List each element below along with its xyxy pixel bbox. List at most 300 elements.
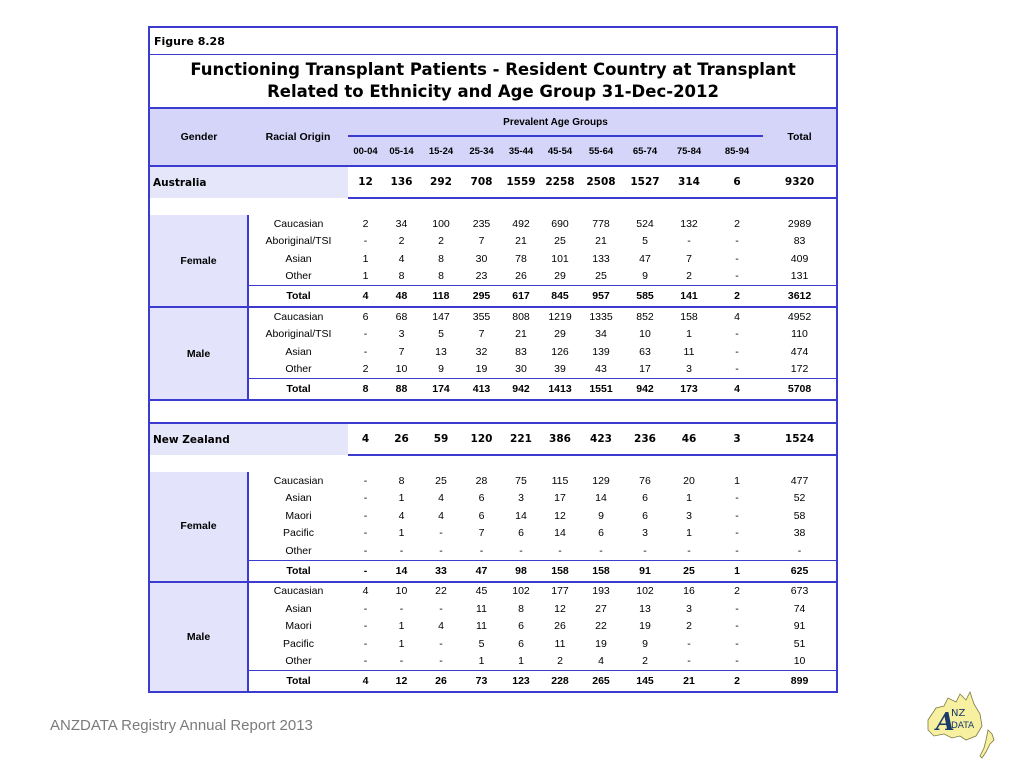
data-value: - <box>735 655 739 668</box>
data-value: 10 <box>383 582 420 601</box>
total-value: 141 <box>667 286 711 308</box>
data-value: 23 <box>475 270 488 283</box>
racial-origin: Other <box>285 363 312 376</box>
row-total: - <box>763 542 837 560</box>
racial-origin: Caucasian <box>273 217 324 230</box>
total-value: 4 <box>348 286 383 308</box>
data-value: 9 <box>438 363 444 376</box>
data-value: 808 <box>501 307 541 326</box>
logo-text-data: DATA <box>951 721 975 731</box>
racial-origin: Maori <box>285 620 312 633</box>
header-age-group: 45-54 <box>541 136 579 166</box>
total-value: 2 <box>711 286 763 308</box>
data-value: 9 <box>642 270 648 283</box>
table-row <box>149 268 837 286</box>
data-value: 28 <box>475 474 488 487</box>
row-total: 38 <box>763 525 837 543</box>
data-value: - <box>735 252 739 265</box>
data-value: 6 <box>478 492 485 505</box>
data-value: 3 <box>686 363 692 376</box>
data-value: 5 <box>478 637 485 650</box>
row-total: 110 <box>763 326 837 344</box>
data-value: 27 <box>595 602 607 615</box>
row-total: 172 <box>763 361 837 379</box>
country-value: 236 <box>623 423 667 455</box>
data-value: 30 <box>475 252 488 265</box>
data-value: 1 <box>734 474 740 487</box>
total-row <box>149 671 837 693</box>
data-value: 6 <box>642 492 648 505</box>
header-total: Total <box>763 108 837 166</box>
data-value: - <box>363 474 368 487</box>
data-value: 3 <box>686 602 692 615</box>
data-value: - <box>735 620 739 633</box>
gender-label: Female <box>149 215 248 307</box>
data-value: - <box>399 544 404 557</box>
table-row <box>149 307 837 326</box>
row-total: 409 <box>763 250 837 268</box>
total-value: 1551 <box>579 379 623 401</box>
data-value: 78 <box>515 252 527 265</box>
header-age-group: 55-64 <box>579 136 623 166</box>
total-value: 957 <box>579 286 623 308</box>
data-value: 22 <box>420 582 462 601</box>
gender-label: Female <box>149 472 248 582</box>
table-row <box>149 582 837 601</box>
data-value: - <box>363 637 368 650</box>
data-value: 11 <box>476 620 487 633</box>
figure-table-container <box>148 26 836 693</box>
total-value: 14 <box>383 560 420 582</box>
data-value: 6 <box>478 509 485 522</box>
data-value: 2 <box>686 620 692 633</box>
country-row <box>149 423 837 455</box>
racial-origin: Other <box>285 544 312 557</box>
data-value: 4 <box>711 307 763 326</box>
data-value: 21 <box>515 235 527 248</box>
total-value: 617 <box>501 286 541 308</box>
data-value: 13 <box>639 602 651 615</box>
table-row <box>149 507 837 525</box>
table-row <box>149 635 837 653</box>
data-value: 4 <box>438 620 444 633</box>
total-value: 33 <box>420 560 462 582</box>
data-value: 1 <box>686 328 692 341</box>
data-value: 19 <box>595 637 607 650</box>
data-value: 34 <box>395 217 408 230</box>
data-value: - <box>599 544 603 557</box>
row-total: 2989 <box>763 215 837 233</box>
country-value: 12 <box>348 166 383 198</box>
data-value: 6 <box>518 620 524 633</box>
country-value: 59 <box>420 423 462 455</box>
data-value: 8 <box>438 270 444 283</box>
data-value: 1 <box>686 492 692 505</box>
total-value: 21 <box>667 671 711 693</box>
spacer-row <box>149 400 837 423</box>
data-value: 2 <box>438 235 444 248</box>
total-value: 48 <box>383 286 420 308</box>
figure-label: Figure 8.28 <box>149 27 837 55</box>
data-value: 12 <box>554 602 566 615</box>
racial-origin: Asian <box>285 492 312 505</box>
data-value: 3 <box>642 527 648 540</box>
data-value: 355 <box>462 307 501 326</box>
data-value: 8 <box>398 270 405 283</box>
total-value: 845 <box>541 286 579 308</box>
data-value: 17 <box>639 363 651 376</box>
data-value: 4 <box>438 509 444 522</box>
row-total: 10 <box>763 653 837 671</box>
data-value: 29 <box>554 270 566 283</box>
country-value: 386 <box>541 423 579 455</box>
data-value: 43 <box>595 363 607 376</box>
header-age-group: 05-14 <box>383 136 420 166</box>
data-value: 45 <box>462 582 501 601</box>
data-value: 101 <box>551 252 569 265</box>
data-value: 4 <box>598 655 604 668</box>
total-value: 174 <box>420 379 462 401</box>
total-value: - <box>348 560 383 582</box>
data-value: - <box>687 235 691 248</box>
total-value: 123 <box>501 671 541 693</box>
total-value: 4 <box>348 671 383 693</box>
data-value: 235 <box>472 217 491 230</box>
gender-label: Male <box>149 582 248 693</box>
header-age-group: 25-34 <box>462 136 501 166</box>
data-value: - <box>687 544 691 557</box>
data-value: 75 <box>515 474 527 487</box>
country-value: 3 <box>711 423 763 455</box>
data-value: - <box>479 544 484 557</box>
data-value: - <box>399 655 404 668</box>
total-row <box>149 560 837 582</box>
row-total: 51 <box>763 635 837 653</box>
data-value: - <box>363 509 368 522</box>
data-value: 12 <box>554 509 566 522</box>
data-value: 83 <box>515 345 527 358</box>
total-value: 88 <box>383 379 420 401</box>
racial-origin: Asian <box>285 345 312 358</box>
data-value: 177 <box>541 582 579 601</box>
data-value: 100 <box>432 217 450 230</box>
data-value: - <box>439 602 443 615</box>
data-value: - <box>687 637 691 650</box>
racial-origin: Aboriginal/TSI <box>265 235 332 248</box>
total-value: 91 <box>623 560 667 582</box>
data-value: 39 <box>554 363 566 376</box>
data-value: 17 <box>554 492 566 505</box>
racial-origin: Other <box>285 270 312 283</box>
total-label: Total <box>248 379 348 401</box>
data-value: - <box>643 544 647 557</box>
total-row <box>149 286 837 308</box>
data-value: 129 <box>592 474 610 487</box>
data-value: 6 <box>598 527 604 540</box>
racial-origin: Asian <box>285 602 312 615</box>
data-value: 25 <box>554 235 566 248</box>
row-total: 83 <box>763 233 837 251</box>
data-value: - <box>735 637 739 650</box>
table-row <box>149 653 837 671</box>
racial-origin: Caucasian <box>273 474 324 487</box>
total-value: 145 <box>623 671 667 693</box>
total-value: 228 <box>541 671 579 693</box>
spacer-cell <box>149 455 837 472</box>
country-value: 6 <box>711 166 763 198</box>
country-row <box>149 166 837 198</box>
total-value: 26 <box>420 671 462 693</box>
data-value: 19 <box>475 363 488 376</box>
table-row <box>149 215 837 233</box>
row-total: 91 <box>763 618 837 636</box>
data-value: - <box>735 527 739 540</box>
racial-origin: Asian <box>285 252 312 265</box>
data-value: 158 <box>667 307 711 326</box>
data-value: 22 <box>595 620 607 633</box>
data-value: 8 <box>398 474 405 487</box>
new-zealand-shape <box>980 730 994 758</box>
data-value: 9 <box>642 637 648 650</box>
data-value: 7 <box>478 235 485 248</box>
row-total: 58 <box>763 507 837 525</box>
row-total: 131 <box>763 268 837 286</box>
data-value: 29 <box>554 328 566 341</box>
data-value: 690 <box>551 217 569 230</box>
total-grand: 625 <box>763 560 837 582</box>
data-value: 1 <box>398 492 405 505</box>
country-value: 221 <box>501 423 541 455</box>
table-row <box>149 600 837 618</box>
anzdata-logo-icon <box>922 690 1002 762</box>
total-value: 1 <box>711 560 763 582</box>
data-value: 193 <box>579 582 623 601</box>
total-value: 158 <box>579 560 623 582</box>
data-value: 1 <box>398 527 405 540</box>
table-row <box>149 233 837 251</box>
gender-label: Male <box>149 307 248 400</box>
data-value: 2 <box>642 655 648 668</box>
data-value: - <box>363 655 368 668</box>
data-value: 6 <box>642 509 648 522</box>
data-value: 1 <box>478 655 485 668</box>
table-row <box>149 472 837 490</box>
table-row <box>149 361 837 379</box>
anzdata-logo <box>922 690 1002 762</box>
data-value: 778 <box>592 217 610 230</box>
row-total: 52 <box>763 490 837 508</box>
total-value: 942 <box>623 379 667 401</box>
total-value: 73 <box>462 671 501 693</box>
data-value: 492 <box>512 217 530 230</box>
spacer-row <box>149 455 837 472</box>
data-value: 25 <box>595 270 607 283</box>
data-value: - <box>363 492 368 505</box>
data-value: 11 <box>683 345 695 358</box>
country-value: 314 <box>667 166 711 198</box>
data-value: 26 <box>515 270 527 283</box>
total-grand: 5708 <box>763 379 837 401</box>
data-value: 5 <box>438 328 444 341</box>
data-value: - <box>439 544 443 557</box>
data-value: 7 <box>398 345 405 358</box>
header-age-group: 00-04 <box>348 136 383 166</box>
data-value: 19 <box>639 620 651 633</box>
header-gender: Gender <box>149 108 248 166</box>
data-value: 852 <box>623 307 667 326</box>
data-value: 16 <box>667 582 711 601</box>
racial-origin: Maori <box>285 509 312 522</box>
data-value: 1 <box>686 527 692 540</box>
data-value: 7 <box>478 527 485 540</box>
data-value: 8 <box>518 602 524 615</box>
data-value: 47 <box>639 252 651 265</box>
data-value: - <box>735 492 739 505</box>
data-value: - <box>363 527 368 540</box>
data-value: - <box>735 509 739 522</box>
data-table <box>148 26 838 693</box>
total-value: 173 <box>667 379 711 401</box>
data-value: 2 <box>711 582 763 601</box>
data-value: 2 <box>398 235 405 248</box>
total-value: 25 <box>667 560 711 582</box>
spacer-cell <box>149 400 837 423</box>
data-value: 4 <box>348 582 383 601</box>
header-age-group: 85-94 <box>711 136 763 166</box>
data-value: 6 <box>518 527 524 540</box>
data-value: - <box>735 345 739 358</box>
total-value: 2 <box>711 671 763 693</box>
row-total: 474 <box>763 343 837 361</box>
data-value: 8 <box>438 252 444 265</box>
country-name: Australia <box>149 166 348 198</box>
data-value: 34 <box>595 328 607 341</box>
data-value: 4 <box>398 252 405 265</box>
data-value: 20 <box>683 474 695 487</box>
country-value: 423 <box>579 423 623 455</box>
racial-origin: Caucasian <box>248 582 348 601</box>
total-value: 1413 <box>541 379 579 401</box>
row-total: 673 <box>763 582 837 601</box>
data-value: 11 <box>476 602 487 615</box>
title-line-1: Functioning Transplant Patients - Resident Country at Transplant <box>190 60 796 79</box>
data-value: - <box>735 544 739 557</box>
row-total: 4952 <box>763 307 837 326</box>
data-value: 126 <box>551 345 569 358</box>
header-racial-origin: Racial Origin <box>248 108 348 166</box>
data-value: 102 <box>501 582 541 601</box>
data-value: - <box>363 620 368 633</box>
total-value: 265 <box>579 671 623 693</box>
data-value: 1 <box>362 252 369 265</box>
data-value: 6 <box>348 307 383 326</box>
country-value: 708 <box>462 166 501 198</box>
data-value: 76 <box>639 474 651 487</box>
data-value: 30 <box>515 363 527 376</box>
racial-origin: Pacific <box>283 637 314 650</box>
data-value: - <box>363 235 368 248</box>
data-value: - <box>519 544 523 557</box>
country-value: 26 <box>383 423 420 455</box>
data-value: 2 <box>557 655 563 668</box>
country-value: 120 <box>462 423 501 455</box>
total-value: 12 <box>383 671 420 693</box>
data-value: - <box>735 235 739 248</box>
spacer-cell <box>149 198 837 215</box>
data-value: 21 <box>595 235 607 248</box>
data-value: - <box>439 637 443 650</box>
total-value: 8 <box>348 379 383 401</box>
country-value: 4 <box>348 423 383 455</box>
data-value: 63 <box>639 345 651 358</box>
data-value: - <box>439 655 443 668</box>
data-value: 4 <box>438 492 444 505</box>
table-row <box>149 250 837 268</box>
total-value: 47 <box>462 560 501 582</box>
total-grand: 899 <box>763 671 837 693</box>
country-value: 1527 <box>623 166 667 198</box>
logo-letter-a: A <box>936 707 955 736</box>
data-value: 21 <box>515 328 527 341</box>
table-row <box>149 490 837 508</box>
data-value: 7 <box>478 328 485 341</box>
data-value: 10 <box>639 328 651 341</box>
data-value: 115 <box>551 474 569 487</box>
data-value: - <box>735 328 739 341</box>
row-total: 477 <box>763 472 837 490</box>
data-value: - <box>687 655 691 668</box>
racial-origin: Other <box>285 655 312 668</box>
total-label: Total <box>248 560 348 582</box>
data-value: 1219 <box>541 307 579 326</box>
data-value: 1 <box>518 655 524 668</box>
header-age-group: 35-44 <box>501 136 541 166</box>
header-age-group: 15-24 <box>420 136 462 166</box>
total-value: 4 <box>711 379 763 401</box>
data-value: 2 <box>734 217 740 230</box>
country-total: 1524 <box>763 423 837 455</box>
country-value: 1559 <box>501 166 541 198</box>
data-value: 25 <box>435 474 447 487</box>
data-value: 5 <box>642 235 648 248</box>
data-value: 10 <box>395 363 408 376</box>
data-value: 7 <box>686 252 692 265</box>
data-value: 1 <box>362 270 369 283</box>
data-value: 133 <box>592 252 610 265</box>
total-value: 98 <box>501 560 541 582</box>
total-label: Total <box>248 286 348 308</box>
row-total: 74 <box>763 600 837 618</box>
footer-report-title: ANZDATA Registry Annual Report 2013 <box>50 717 313 734</box>
country-name: New Zealand <box>149 423 348 455</box>
total-row <box>149 379 837 401</box>
table-row <box>149 525 837 543</box>
total-value: 585 <box>623 286 667 308</box>
data-value: 102 <box>623 582 667 601</box>
data-value: 4 <box>398 509 405 522</box>
country-value: 46 <box>667 423 711 455</box>
country-value: 136 <box>383 166 420 198</box>
data-value: 2 <box>362 217 369 230</box>
data-value: 2 <box>362 363 369 376</box>
data-value: - <box>735 602 739 615</box>
racial-origin: Caucasian <box>248 307 348 326</box>
data-value: - <box>363 345 368 358</box>
country-total: 9320 <box>763 166 837 198</box>
total-value: 942 <box>501 379 541 401</box>
data-value: 6 <box>518 637 524 650</box>
data-value: 68 <box>383 307 420 326</box>
